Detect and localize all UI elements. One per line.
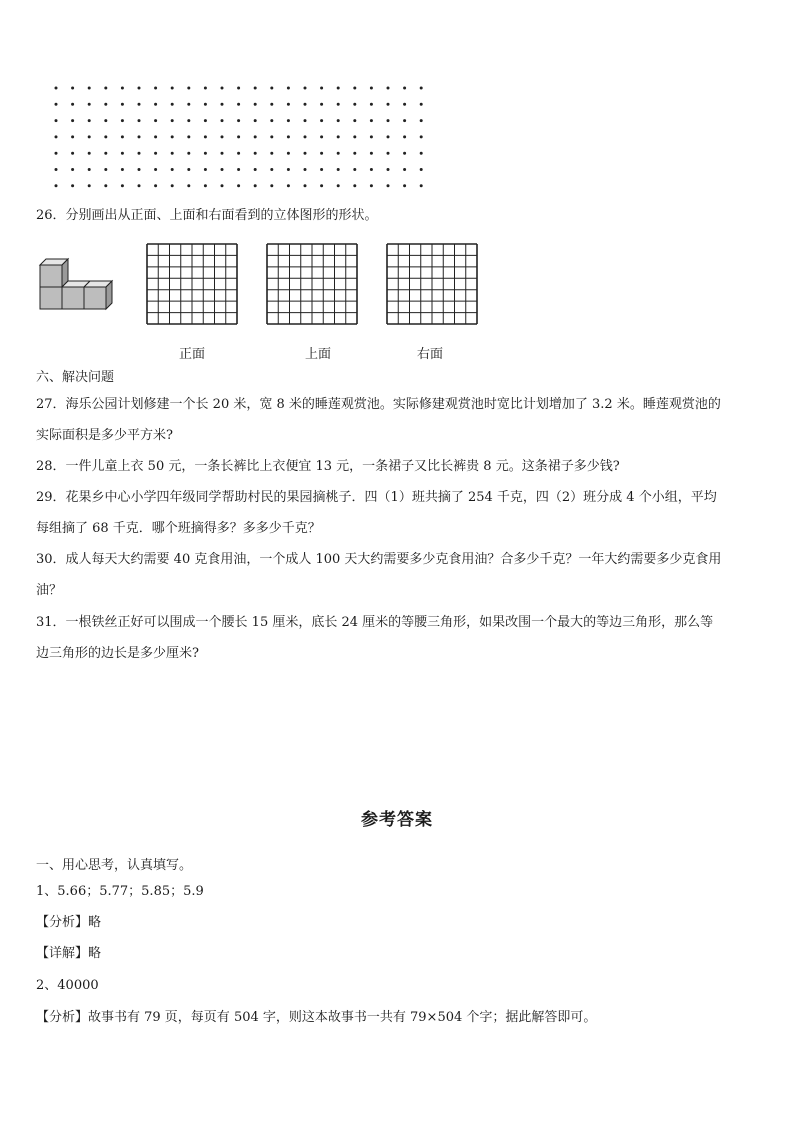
grid-dot xyxy=(420,119,423,122)
grid-dot xyxy=(221,103,224,106)
grid-dot xyxy=(221,87,224,90)
grid-dot xyxy=(270,152,273,155)
grid-dot xyxy=(154,168,157,171)
grid-dot xyxy=(204,184,207,187)
grid-dot xyxy=(387,168,390,171)
grid-dot xyxy=(187,184,190,187)
grid-dot xyxy=(71,168,74,171)
grid-dot xyxy=(88,152,91,155)
grid-dot xyxy=(370,135,373,138)
grid-dot xyxy=(104,135,107,138)
grid-dot xyxy=(187,168,190,171)
question-31-line-1: 31．一根铁丝正好可以围成一个腰长 15 厘米，底长 24 厘米的等腰三角形，如果改围一个最大的等边三角形，那么等 xyxy=(36,615,714,630)
grid-dot xyxy=(387,184,390,187)
grid-dot xyxy=(353,119,356,122)
grid-dot xyxy=(254,184,257,187)
grid-dot xyxy=(270,184,273,187)
grid-dot xyxy=(221,168,224,171)
question-26: 26．分别画出从正面、上面和右面看到的立体图形的形状。 xyxy=(36,208,378,223)
answer-1-analysis: 【分析】略 xyxy=(36,915,102,930)
grid-dot xyxy=(154,135,157,138)
grid-dot xyxy=(387,87,390,90)
grid-dot xyxy=(104,152,107,155)
front-view-grid xyxy=(146,243,238,325)
grid-dot xyxy=(71,135,74,138)
right-view-label: 右面 xyxy=(416,347,443,362)
grid-dot xyxy=(187,87,190,90)
grid-dot xyxy=(154,152,157,155)
grid-dot xyxy=(337,119,340,122)
answer-section-1-title: 一、用心思考，认真填写。 xyxy=(36,858,193,873)
grid-dot xyxy=(187,152,190,155)
grid-dot xyxy=(403,87,406,90)
grid-dot xyxy=(71,87,74,90)
grid-dot xyxy=(370,87,373,90)
grid-dot xyxy=(55,119,58,122)
cube-stack-figure xyxy=(38,255,122,313)
grid-dot xyxy=(287,87,290,90)
question-30-line-2: 油？ xyxy=(36,583,63,598)
answer-1: 1、5.66；5.77；5.85；5.9 xyxy=(36,884,204,899)
grid-dot xyxy=(237,184,240,187)
grid-dot xyxy=(270,87,273,90)
grid-dot xyxy=(353,168,356,171)
grid-dot xyxy=(387,103,390,106)
grid-dot xyxy=(287,152,290,155)
grid-dot xyxy=(237,87,240,90)
question-27-line-2: 实际面积是多少平方米? xyxy=(36,428,173,443)
grid-dot xyxy=(337,152,340,155)
grid-dot xyxy=(370,119,373,122)
question-29-line-2: 每组摘了 68 千克．哪个班摘得多？多多少千克？ xyxy=(36,521,321,536)
grid-dot xyxy=(121,184,124,187)
grid-dot xyxy=(387,135,390,138)
grid-dot xyxy=(88,184,91,187)
grid-dot xyxy=(320,119,323,122)
grid-dot xyxy=(320,184,323,187)
grid-dot xyxy=(353,135,356,138)
grid-dot xyxy=(88,135,91,138)
grid-dot xyxy=(55,103,58,106)
question-29-line-1: 29．花果乡中心小学四年级同学帮助村民的果园摘桃子．四（1）班共摘了 254 千克，四（2）班分成 4 个小组，平均 xyxy=(36,490,717,505)
grid-dot xyxy=(237,135,240,138)
grid-dot xyxy=(55,184,58,187)
grid-dot xyxy=(221,152,224,155)
grid-dot xyxy=(138,87,141,90)
grid-dot xyxy=(221,119,224,122)
grid-dot xyxy=(138,184,141,187)
right-view-grid xyxy=(386,243,478,325)
grid-dot xyxy=(55,135,58,138)
grid-dot xyxy=(270,168,273,171)
grid-dot xyxy=(304,103,307,106)
dot-grid-paper xyxy=(50,82,430,190)
grid-dot xyxy=(270,119,273,122)
grid-dot xyxy=(187,135,190,138)
grid-dot xyxy=(370,103,373,106)
grid-dot xyxy=(104,119,107,122)
grid-dot xyxy=(420,135,423,138)
grid-dot xyxy=(254,119,257,122)
grid-dot xyxy=(320,168,323,171)
grid-dot xyxy=(204,168,207,171)
grid-dot xyxy=(304,119,307,122)
grid-dot xyxy=(320,135,323,138)
grid-dot xyxy=(287,184,290,187)
grid-dot xyxy=(270,135,273,138)
grid-dot xyxy=(403,119,406,122)
top-view-label: 上面 xyxy=(304,347,331,362)
grid-dot xyxy=(154,103,157,106)
grid-dot xyxy=(337,135,340,138)
grid-dot xyxy=(370,184,373,187)
grid-dot xyxy=(353,103,356,106)
grid-dot xyxy=(254,103,257,106)
answer-2-analysis: 【分析】故事书有 79 页，每页有 504 字，则这本故事书一共有 79×504 个字；据此解答即可。 xyxy=(36,1010,597,1025)
grid-dot xyxy=(121,119,124,122)
grid-dot xyxy=(353,87,356,90)
grid-dot xyxy=(287,135,290,138)
grid-dot xyxy=(171,87,174,90)
grid-dot xyxy=(370,152,373,155)
grid-dot xyxy=(187,119,190,122)
grid-dot xyxy=(88,119,91,122)
grid-dot xyxy=(420,103,423,106)
grid-dot xyxy=(287,119,290,122)
grid-dot xyxy=(270,103,273,106)
grid-dot xyxy=(254,87,257,90)
grid-dot xyxy=(88,103,91,106)
grid-dot xyxy=(304,184,307,187)
grid-dot xyxy=(353,184,356,187)
grid-dot xyxy=(204,87,207,90)
grid-dot xyxy=(304,135,307,138)
grid-dot xyxy=(138,135,141,138)
grid-dot xyxy=(88,87,91,90)
grid-dot xyxy=(254,168,257,171)
grid-dot xyxy=(287,168,290,171)
grid-dot xyxy=(121,152,124,155)
grid-dot xyxy=(370,168,373,171)
grid-dot xyxy=(403,184,406,187)
grid-dot xyxy=(403,152,406,155)
grid-dot xyxy=(204,103,207,106)
grid-dot xyxy=(237,119,240,122)
top-view-grid xyxy=(266,243,358,325)
grid-dot xyxy=(337,87,340,90)
grid-dot xyxy=(237,168,240,171)
grid-dot xyxy=(121,103,124,106)
grid-dot xyxy=(204,152,207,155)
grid-dot xyxy=(71,119,74,122)
grid-dot xyxy=(171,184,174,187)
grid-dot xyxy=(304,152,307,155)
question-28: 28．一件儿童上衣 50 元，一条长裤比上衣便宜 13 元，一条裙子又比长裤贵 8 元。这条裙子多少钱? xyxy=(36,459,620,474)
grid-dot xyxy=(121,168,124,171)
grid-dot xyxy=(71,103,74,106)
grid-dot xyxy=(171,103,174,106)
grid-dot xyxy=(204,119,207,122)
grid-dot xyxy=(171,135,174,138)
grid-dot xyxy=(171,152,174,155)
grid-dot xyxy=(403,135,406,138)
grid-dot xyxy=(88,168,91,171)
grid-dot xyxy=(287,103,290,106)
grid-dot xyxy=(221,135,224,138)
grid-dot xyxy=(187,103,190,106)
section-6-title: 六、解决问题 xyxy=(36,370,115,385)
grid-dot xyxy=(387,119,390,122)
front-view-label: 正面 xyxy=(178,347,205,362)
grid-dot xyxy=(337,168,340,171)
grid-dot xyxy=(104,87,107,90)
grid-dot xyxy=(237,103,240,106)
grid-dot xyxy=(138,168,141,171)
answer-2: 2、40000 xyxy=(36,978,99,993)
grid-dot xyxy=(138,103,141,106)
grid-dot xyxy=(171,168,174,171)
question-30-line-1: 30．成人每天大约需要 40 克食用油，一个成人 100 天大约需要多少克食用油？合多少千克？一年大约需要多少克食用 xyxy=(36,552,722,567)
grid-dot xyxy=(55,152,58,155)
grid-dot xyxy=(204,135,207,138)
grid-dot xyxy=(71,152,74,155)
grid-dot xyxy=(320,152,323,155)
grid-dot xyxy=(420,87,423,90)
grid-dot xyxy=(237,152,240,155)
grid-dot xyxy=(337,103,340,106)
grid-dot xyxy=(154,119,157,122)
grid-dot xyxy=(138,119,141,122)
grid-dot xyxy=(304,87,307,90)
grid-dot xyxy=(337,184,340,187)
grid-dot xyxy=(403,168,406,171)
answer-key-title: 参考答案 xyxy=(361,810,433,830)
grid-dot xyxy=(154,184,157,187)
grid-dot xyxy=(154,87,157,90)
question-27-line-1: 27．海乐公园计划修建一个长 20 米，宽 8 米的睡莲观赏池。实际修建观赏池时宽比计划增加了 3.2 米。睡莲观赏池的 xyxy=(36,397,721,412)
grid-dot xyxy=(420,184,423,187)
grid-dot xyxy=(221,184,224,187)
grid-dot xyxy=(71,184,74,187)
grid-dot xyxy=(304,168,307,171)
grid-dot xyxy=(104,103,107,106)
grid-dot xyxy=(121,87,124,90)
grid-dot xyxy=(138,152,141,155)
grid-dot xyxy=(171,119,174,122)
grid-dot xyxy=(403,103,406,106)
grid-dot xyxy=(387,152,390,155)
question-31-line-2: 边三角形的边长是多少厘米? xyxy=(36,646,199,661)
grid-dot xyxy=(254,135,257,138)
grid-dot xyxy=(420,168,423,171)
grid-dot xyxy=(55,87,58,90)
grid-dot xyxy=(320,103,323,106)
grid-dot xyxy=(320,87,323,90)
grid-dot xyxy=(121,135,124,138)
grid-dot xyxy=(104,184,107,187)
answer-1-detail: 【详解】略 xyxy=(36,946,102,961)
grid-dot xyxy=(420,152,423,155)
grid-dot xyxy=(104,168,107,171)
grid-dot xyxy=(353,152,356,155)
grid-dot xyxy=(55,168,58,171)
grid-dot xyxy=(254,152,257,155)
